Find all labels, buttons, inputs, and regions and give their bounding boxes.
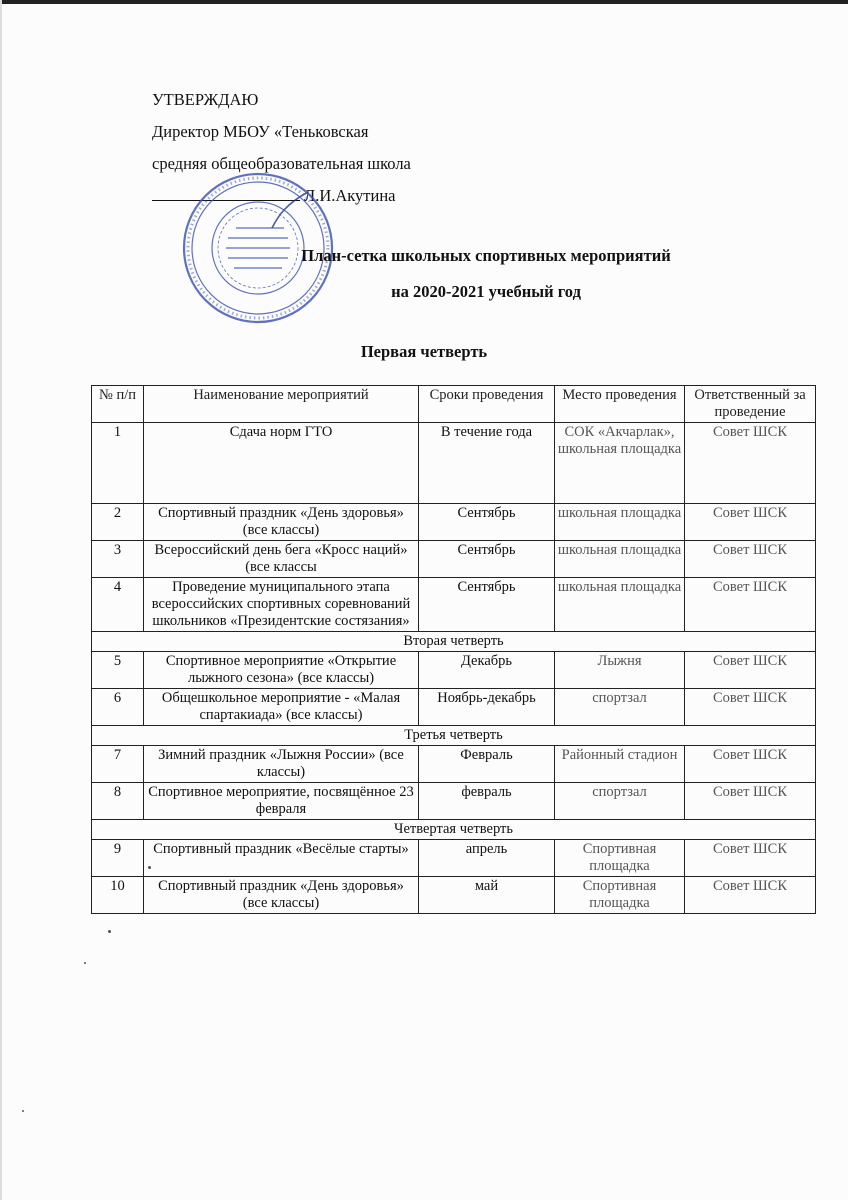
header-num: № п/п <box>92 386 144 423</box>
approval-school: средняя общеобразовательная школа <box>152 154 411 173</box>
approval-director: Директор МБОУ «Теньковская <box>152 122 369 141</box>
scan-speck <box>108 930 111 933</box>
approval-heading: УТВЕРЖДАЮ <box>152 90 259 109</box>
scan-speck <box>148 866 151 869</box>
table-row: 1 Сдача норм ГТО В течение года СОК «Акчарлак», школьная площадка Совет ШСК <box>92 423 816 504</box>
approval-signature: Л.И.Акутина <box>304 186 396 205</box>
events-table <box>91 385 816 914</box>
table-row: 3 Всероссийский день бега «Кросс наций» (все классы Сентябрь школьная площадка Совет ШСК <box>92 541 816 578</box>
table-header-row <box>92 386 816 423</box>
section-row <box>92 632 816 652</box>
table-row: 7 Зимний праздник «Лыжня России» (все классы) Февраль Районный стадион Совет ШСК <box>92 746 816 783</box>
section-row <box>92 726 816 746</box>
document-title: План-сетка школьных спортивных мероприятий <box>301 246 671 265</box>
header-place: Место проведения <box>555 386 685 423</box>
header-date: Сроки проведения <box>419 386 555 423</box>
table-row: 5 Спортивное мероприятие «Открытие лыжного сезона» (все классы) Декабрь Лыжня Совет ШСК <box>92 652 816 689</box>
second-quarter-heading: Вторая четверть <box>92 632 816 652</box>
fourth-quarter-heading: Четвертая четверть <box>92 820 816 840</box>
first-quarter-heading: Первая четверть <box>360 342 488 361</box>
scan-speck <box>22 1110 24 1112</box>
third-quarter-heading: Третья четверть <box>92 726 816 746</box>
scan-top-edge <box>0 0 848 4</box>
table-row: 4 Проведение муниципального этапа всероссийских спортивных соревнований школьников «Президентские состязания» Сентябрь школьная площадка Совет ШСК <box>92 578 816 632</box>
scan-speck <box>84 962 86 964</box>
table-row: 10 Спортивный праздник «День здоровья» (все классы) май Спортивная площадка Совет ШСК <box>92 877 816 914</box>
table-row: 9 Спортивный праздник «Весёлые старты» апрель Спортивная площадка Совет ШСК <box>92 840 816 877</box>
header-name: Наименование мероприятий <box>144 386 419 423</box>
scan-left-edge <box>0 0 2 1200</box>
table-row: 6 Общешкольное мероприятие - «Малая спартакиада» (все классы) Ноябрь-декабрь спортзал Совет ШСК <box>92 689 816 726</box>
table-row: 2 Спортивный праздник «День здоровья» (все классы) Сентябрь школьная площадка Совет ШСК <box>92 504 816 541</box>
header-responsible: Ответственный за проведение <box>685 386 816 423</box>
table-row: 8 Спортивное мероприятие, посвящённое 23 февраля февраль спортзал Совет ШСК <box>92 783 816 820</box>
document-subtitle: на 2020-2021 учебный год <box>391 282 581 301</box>
section-row <box>92 820 816 840</box>
